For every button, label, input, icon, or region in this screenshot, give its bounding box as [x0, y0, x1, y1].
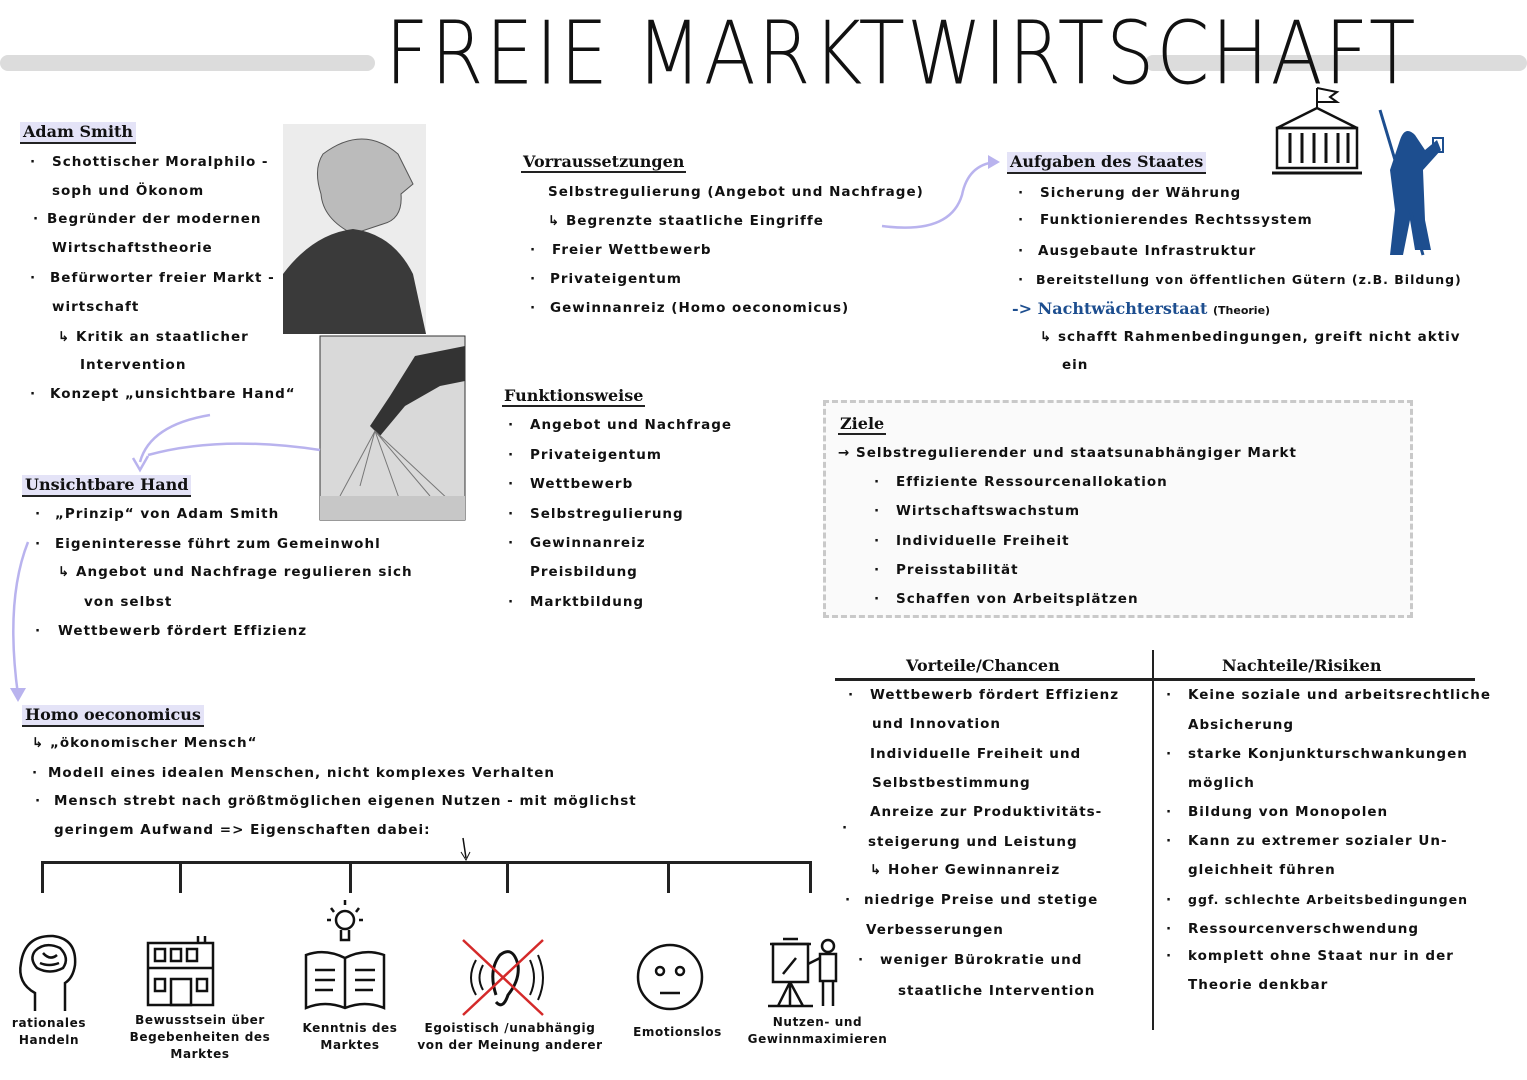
bullet: · [35, 793, 42, 809]
text-line: Bereitstellung von öffentlichen Gütern (z.B. Bildung) [1036, 272, 1462, 287]
text-line: Selbstregulierung [530, 506, 684, 522]
bullet: · [508, 535, 515, 551]
text-line: ↳ Hoher Gewinnanreiz [870, 862, 1061, 878]
bullet: · [30, 386, 37, 402]
text-line: Eigeninteresse führt zum Gemeinwohl [55, 536, 381, 552]
bullet: · [874, 503, 881, 519]
text-line: Mensch strebt nach größtmöglichen eigenen Nutzen - mit möglichst [54, 793, 637, 809]
text-line: Privateigentum [550, 271, 682, 287]
text-line: Effiziente Ressourcenallokation [896, 474, 1168, 490]
bullet: · [1166, 746, 1173, 762]
text-line: Funktionierendes Rechtssystem [1040, 212, 1313, 228]
bullet: · [845, 892, 852, 908]
text-line: Gewinnanreiz [530, 535, 646, 551]
text-line: Preisstabilität [896, 562, 1019, 578]
text-line: Wettbewerb [530, 476, 634, 492]
state-building-icon [1272, 88, 1362, 178]
text-line: Individuelle Freiheit und [870, 746, 1082, 762]
text-line: Wettbewerb fördert Effizienz [58, 623, 308, 639]
text-line: Selbstregulierung (Angebot und Nachfrage) [548, 184, 924, 200]
text-line: Keine soziale und arbeitsrechtliche [1188, 687, 1492, 703]
text-line: Schaffen von Arbeitsplätzen [896, 591, 1139, 607]
text-line: Wirtschaftstheorie [52, 240, 213, 256]
bullet: · [508, 476, 515, 492]
table-divider [1152, 650, 1154, 1030]
bullet: · [530, 271, 537, 287]
trait-label: Bewusstsein über Begebenheiten des Marktes [129, 1013, 271, 1061]
ziele-heading: Ziele [840, 414, 885, 433]
text-line: starke Konjunkturschwankungen [1188, 746, 1468, 762]
bullet: · [874, 533, 881, 549]
text-line: Preisbildung [530, 564, 638, 580]
text-line: Konzept „unsichtbare Hand“ [50, 386, 296, 402]
text-line: Theorie denkbar [1188, 977, 1329, 993]
text-line: Selbstbestimmung [872, 775, 1031, 791]
text-line: soph und Ökonom [52, 183, 205, 199]
text-line: ↳ Kritik an staatlicher [58, 329, 249, 345]
text-line: Wettbewerb fördert Effizienz [870, 687, 1120, 703]
page-title: FREIE MARKTWIRTSCHAFT [385, 2, 1418, 105]
unsichtbare-hand-heading: Unsichtbare Hand [22, 475, 191, 497]
text-line: steigerung und Leistung [868, 834, 1078, 850]
adam-smith-heading: Adam Smith [20, 122, 136, 144]
bullet: · [35, 536, 42, 552]
text-line: Sicherung der Währung [1040, 185, 1242, 201]
bullet: · [842, 820, 849, 836]
text-line: Wirtschaftswachstum [896, 503, 1081, 519]
trait-label: Egoistisch /unabhängig von der Meinung anderer [417, 1021, 603, 1052]
bullet: · [32, 765, 39, 781]
text-line: Anreize zur Produktivitäts- [870, 804, 1103, 820]
bullet: · [508, 417, 515, 433]
aufgaben-heading: Aufgaben des Staates [1007, 152, 1206, 174]
bullet: · [1166, 892, 1173, 908]
bullet: · [1018, 243, 1025, 259]
text-line: Ausgebaute Infrastruktur [1038, 243, 1257, 259]
text-line: Gewinnanreiz (Homo oeconomicus) [550, 300, 850, 316]
text-line: → Selbstregulierender und staatsunabhängiger Markt [838, 445, 1297, 461]
text-line: Verbesserungen [866, 922, 1004, 938]
text-line: ↳ Begrenzte staatliche Eingriffe [548, 213, 824, 229]
text-line: Begründer der modernen [47, 211, 262, 227]
text-line: weniger Bürokratie und [880, 952, 1083, 968]
bullet: · [1018, 185, 1025, 201]
bullet: · [1166, 687, 1173, 703]
text-line: Privateigentum [530, 447, 662, 463]
neutral-face-icon [636, 943, 704, 1011]
bullet: · [35, 623, 42, 639]
homo-oeconomicus-heading: Homo oeconomicus [22, 705, 204, 727]
bullet: · [1018, 272, 1025, 288]
ear-crossed-icon [458, 940, 548, 1015]
text-line: gleichheit führen [1188, 862, 1336, 878]
bullet: · [848, 687, 855, 703]
text-line: ein [1062, 357, 1089, 373]
text-line: niedrige Preise und stetige [864, 892, 1099, 908]
text-line: Schottischer Moralphilo - [52, 154, 269, 170]
text-line: Freier Wettbewerb [552, 242, 712, 258]
bullet: · [30, 154, 37, 170]
text-line: ↳ „ökonomischer Mensch“ [32, 735, 258, 751]
bullet: · [858, 952, 865, 968]
text-line: staatliche Intervention [898, 983, 1096, 999]
text-line: ↳ Angebot und Nachfrage regulieren sich [58, 564, 413, 580]
bullet: · [508, 447, 515, 463]
bullet: · [530, 242, 537, 258]
brain-head-icon [15, 933, 85, 1013]
building-icon [143, 933, 218, 1008]
text-line: Bildung von Monopolen [1188, 804, 1389, 820]
bullet: · [1166, 948, 1173, 964]
bullet: · [1166, 921, 1173, 937]
night-watchman-icon [1375, 110, 1455, 260]
bullet: · [1018, 212, 1025, 228]
nachtwaechterstaat-label: -> Nachtwächterstaat (Theorie) [1012, 299, 1271, 318]
text-line: Angebot und Nachfrage [530, 417, 733, 433]
bullet: · [874, 474, 881, 490]
text-line: wirtschaft [52, 299, 140, 315]
bullet: · [508, 506, 515, 522]
text-line: Befürworter freier Markt - [50, 270, 275, 286]
text-line: Marktbildung [530, 594, 645, 610]
text-line: Ressourcenverschwendung [1188, 921, 1419, 937]
bullet: · [1166, 833, 1173, 849]
trait-label: Kenntnis des Marktes [302, 1021, 398, 1052]
text-line: von selbst [84, 594, 173, 610]
text-line: „Prinzip“ von Adam Smith [55, 506, 280, 522]
text-line: ↳ schafft Rahmenbedingungen, greift nicht aktiv [1040, 329, 1461, 345]
text-line: komplett ohne Staat nur in der [1188, 948, 1454, 964]
text-line: ggf. schlechte Arbeitsbedingungen [1188, 892, 1468, 907]
text-line: Kann zu extremer sozialer Un- [1188, 833, 1448, 849]
bullet: · [33, 211, 40, 227]
funktionsweise-heading: Funktionsweise [504, 386, 644, 405]
presentation-chart-icon [768, 936, 843, 1008]
text-line: und Innovation [872, 716, 1001, 732]
bullet: · [1166, 804, 1173, 820]
voraussetzungen-heading: Vorraussetzungen [523, 152, 685, 171]
pro-heading: Vorteile/Chancen [906, 656, 1060, 675]
bullet: · [508, 594, 515, 610]
con-heading: Nachteile/Risiken [1222, 656, 1382, 675]
bullet: · [35, 506, 42, 522]
text-line: Individuelle Freiheit [896, 533, 1070, 549]
trait-label: Nutzen- und Gewinnmaximieren [747, 1015, 888, 1046]
bullet: · [874, 591, 881, 607]
text-line: Absicherung [1188, 717, 1295, 733]
trait-label: Emotionslos [633, 1025, 722, 1039]
bullet: · [874, 562, 881, 578]
text-line: Modell eines idealen Menschen, nicht komplexes Verhalten [48, 765, 555, 781]
text-line: geringem Aufwand => Eigenschaften dabei: [54, 822, 431, 838]
bullet: · [30, 270, 37, 286]
text-line: möglich [1188, 775, 1255, 791]
book-lightbulb-icon [303, 900, 388, 1010]
table-header-rule [835, 678, 1475, 681]
bullet: · [530, 300, 537, 316]
trait-label: rationales Handeln [11, 1016, 87, 1047]
text-line: Intervention [80, 357, 187, 373]
